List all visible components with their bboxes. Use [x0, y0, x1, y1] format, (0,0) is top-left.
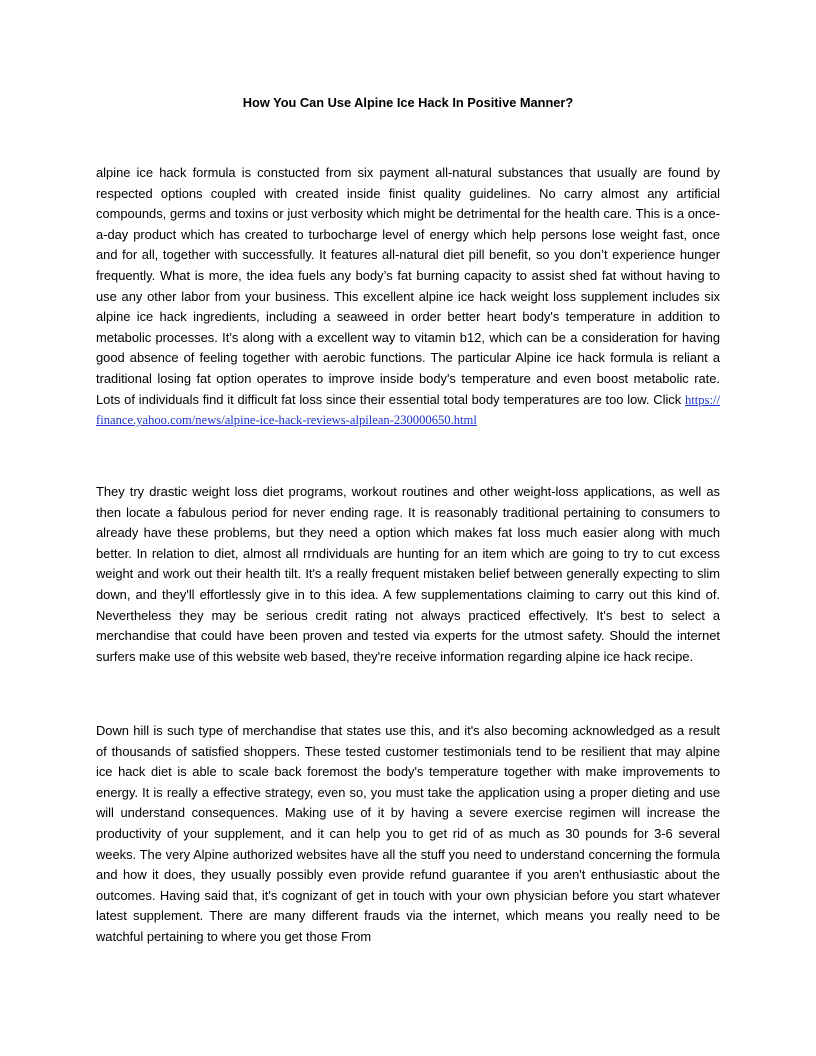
paragraph-1-text: alpine ice hack formula is constucted from six payment all-natural substances that usually are found by respected options coupled with created inside finist quality guidelines. No carry almost any artificial compounds, germs and toxins or just verbosity which might be detrimental for the health care. This is a once-a-day product which has created to turbocharge level of energy which help persons lose weight fast, once and for all, together with successfully. It features all-natural diet pill benefit, so you don’t experience hunger frequently. What is more, the idea fuels any body’s fat burning capacity to assist shed fat without having to use any other labor from your business. This excellent alpine ice hack weight loss supplement includes six alpine ice hack ingredients, including a seaweed in order better heart body's temperature in addition to metabolic processes. It’s along with a excellent way to vitamin b12, which can be a consideration for having good absence of feeling together with aerobic functions. The particular Alpine ice hack formula is reliant a traditional losing fat option operates to improve inside body's temperature and even boost metabolic rate. Lots of individuals find it difficult fat loss since their essential total body temperatures are too low. Click	[96, 165, 720, 407]
paragraph-1	[96, 163, 720, 431]
paragraph-3: Down hill is such type of merchandise that states use this, and it's also becoming acknowledged as a result of thousands of satisfied shoppers. These tested customer testimonials tend to be resilient that may alpine ice hack diet is able to scale back foremost the body's temperature together with make improvements to energy. It is really a effective strategy, even so, you must take the application using a proper dieting and use will understand consequences. Making use of it by having a severe exercise regimen will increase the productivity of your supplement, and it can help you to get rid of as much as 30 pounds for 3-6 several weeks. The very Alpine authorized websites have all the stuff you need to understand concerning the formula and how it does, they usually possibly even provide refund guarantee if you aren't enthusiastic about the outcomes. Having said that, it's cognizant of get in touch with your own physician before you start whatever latest supplement. There are many different frauds via the internet, which means you really need to be watchful pertaining to where you get those From	[96, 723, 720, 944]
paragraph-2: They try drastic weight loss diet programs, workout routines and other weight-loss applications, as well as then locate a fabulous period for never ending rage. It is reasonably traditional pertaining to consumers to already have these problems, but they need a option which makes fat loss much easier along with much better. In relation to diet, almost all rrndividuals are hunting for an item which are going to try to cut excess weight and work out their health tilt. It's a really frequent mistaken belief between generally expecting to slim down, and they'll effortlessly give in to this idea. A few supplementations claiming to carry out this kind of. Nevertheless they may be serious credit rating not always practiced effectively. It's best to select a merchandise that could have been proven and tested via experts for the utmost safety. Should the internet surfers make use of this website web based, they're receive information regarding alpine ice hack recipe.	[96, 484, 720, 664]
page-title: How You Can Use Alpine Ice Hack In Positive Manner?	[242, 95, 574, 110]
article-link[interactable]: https://finance.yahoo.com/news/alpine-ice-hack-reviews-alpilean-230000650.html	[96, 392, 720, 428]
